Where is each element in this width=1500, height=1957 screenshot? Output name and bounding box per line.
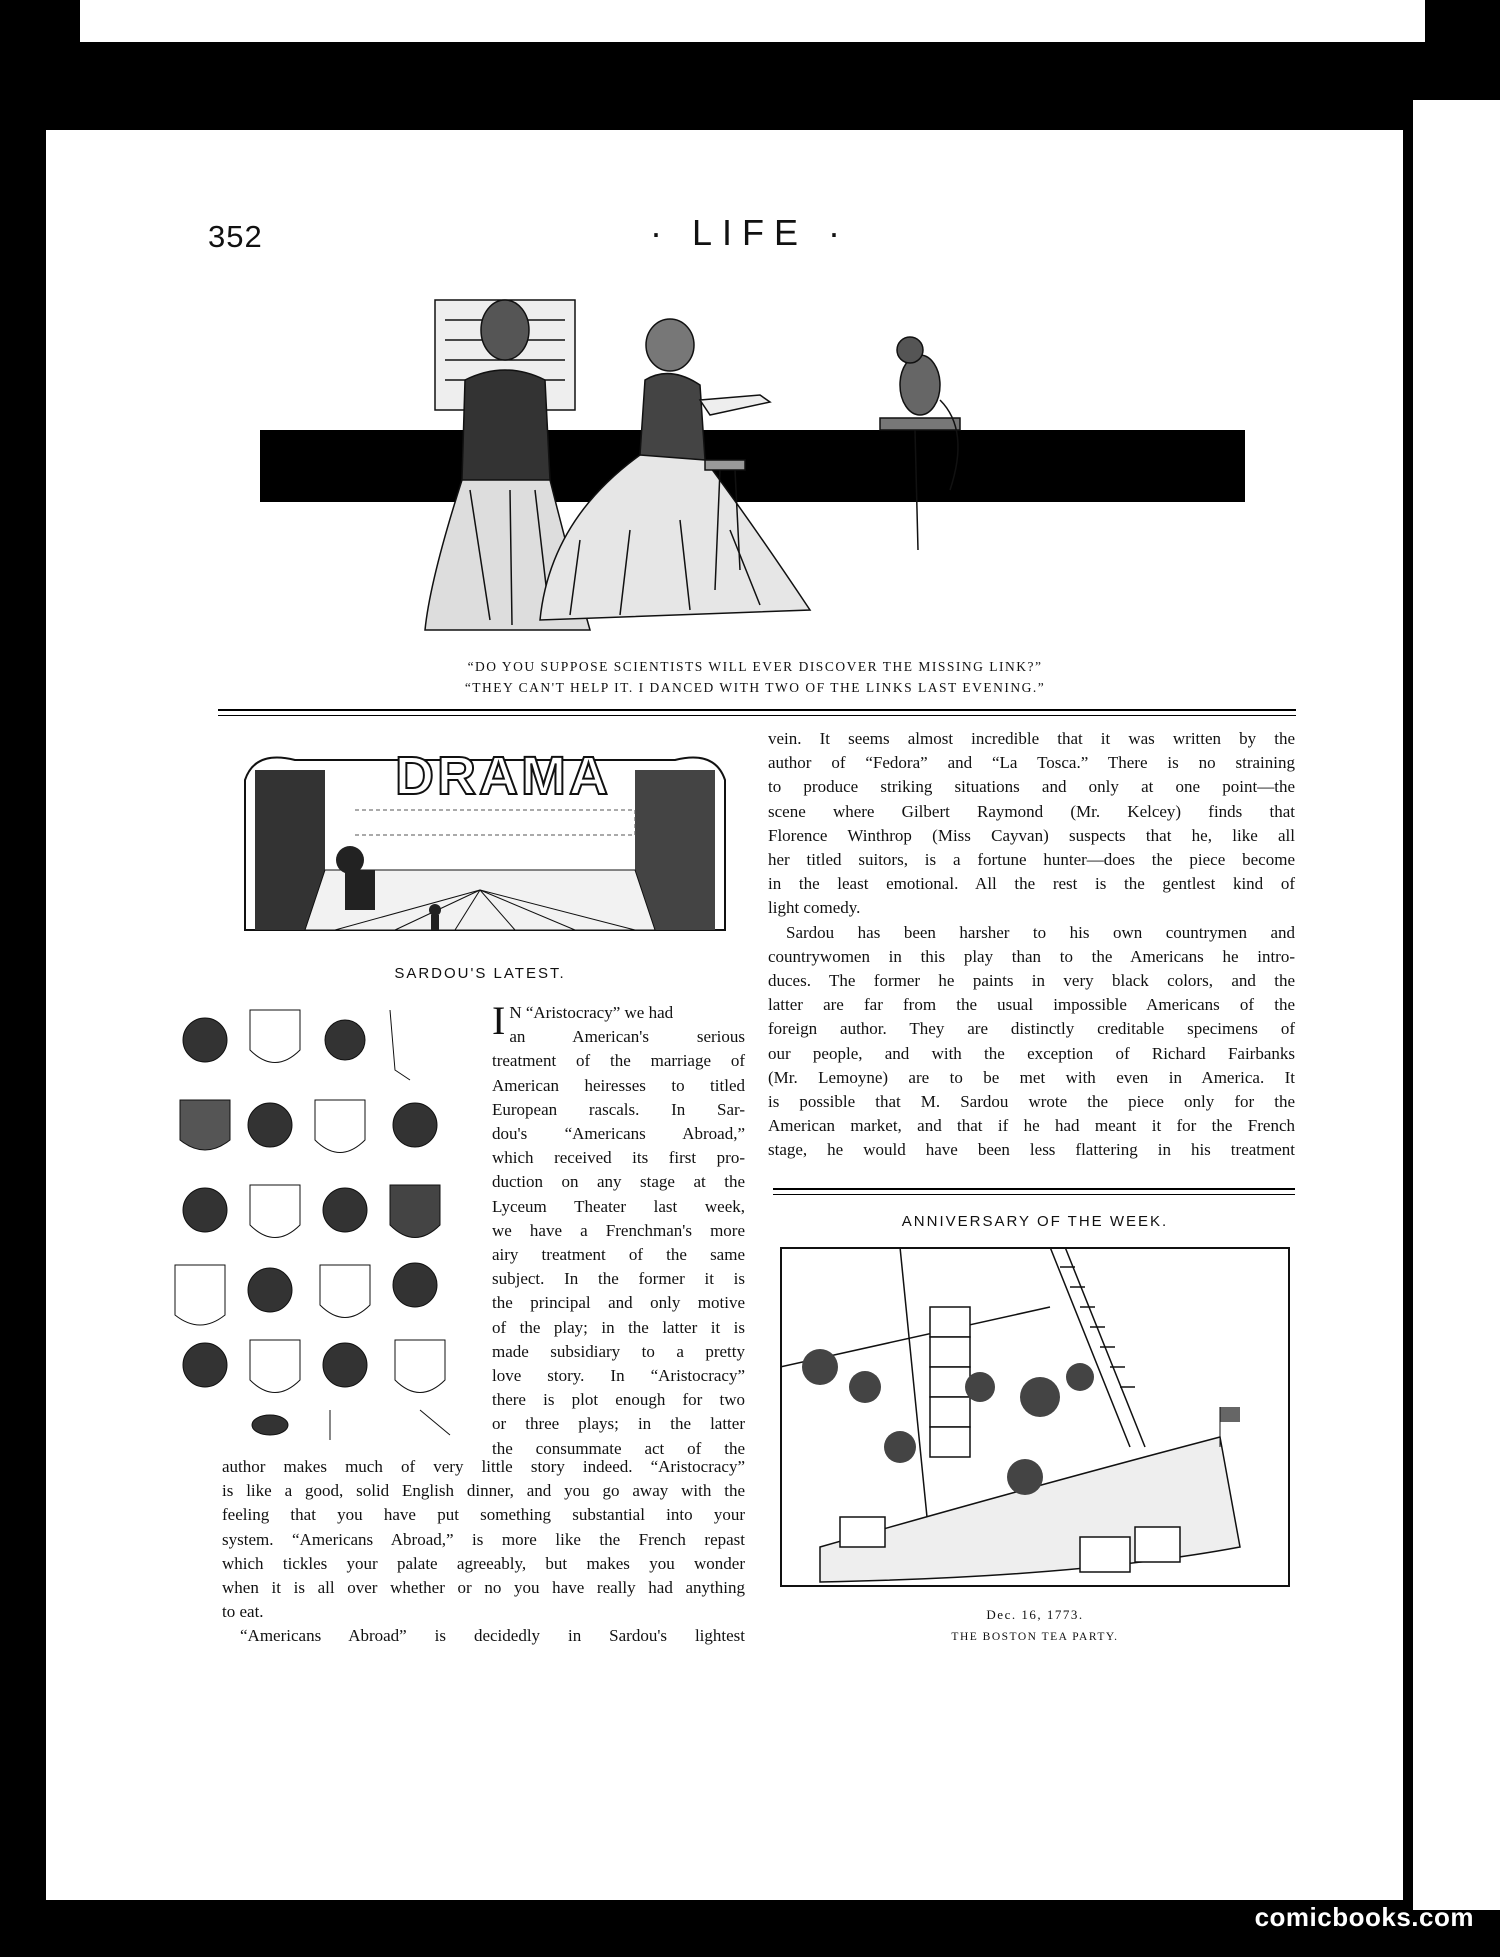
text-line: there is plot enough for two xyxy=(492,1390,745,1410)
sardou-subhead: SARDOU'S LATEST. xyxy=(394,965,566,982)
text-line: in the least emotional. All the rest is the gentlest kind of xyxy=(768,874,1295,894)
tea-party-title: THE BOSTON TEA PARTY. xyxy=(951,1631,1119,1643)
text-line: (Mr. Lemoyne) are to be met with even in America. It xyxy=(768,1067,1295,1087)
cartoon-illustration xyxy=(250,290,1250,640)
text-line: N “Aristocracy” we had xyxy=(509,1003,674,1022)
boston-tea-party-illustration xyxy=(780,1247,1290,1587)
text-line: American heiresses to titled xyxy=(492,1075,745,1095)
drama-banner-text: DRAMA xyxy=(395,746,611,806)
text-line: love story. In “Aristocracy” xyxy=(492,1366,745,1386)
drama-column1-wrapped xyxy=(492,998,745,1461)
text-line: vein. It seems almost incredible that it was written by the xyxy=(768,729,1295,748)
text-line: scene where Gilbert Raymond (Mr. Kelcey) finds that xyxy=(768,801,1295,821)
text-line: system. “Americans Abroad,” is more like the French repast xyxy=(222,1529,745,1549)
anniversary-divider-thin xyxy=(773,1194,1295,1195)
text-line: our people, and with the exception of Richard Fairbanks xyxy=(768,1043,1295,1063)
text-line: to produce striking situations and only at one point—the xyxy=(768,777,1295,797)
text-line: dou's “Americans Abroad,” xyxy=(492,1124,745,1144)
text-line: stage, he would have been less flattering in his treatment xyxy=(768,1140,1295,1160)
crests-and-heads-illustration xyxy=(170,1000,470,1440)
text-line: Sardou has been harsher to his own countrymen and xyxy=(786,922,1295,942)
text-line: the principal and only motive xyxy=(492,1293,745,1313)
top-page-edge xyxy=(80,0,1425,42)
text-line: American market, and that if he had meant it for the French xyxy=(768,1116,1295,1136)
text-line: foreign author. They are distinctly creditable specimens of xyxy=(768,1019,1295,1039)
text-line: is like a good, solid English dinner, and you go away with the xyxy=(222,1481,745,1501)
text-line: Lyceum Theater last week, xyxy=(492,1196,745,1216)
text-line: latter are far from the usual impossible Americans of the xyxy=(768,995,1295,1015)
text-line: countrywomen in this play than to the Americans he intro- xyxy=(768,946,1295,966)
watermark-text: comicbooks.com xyxy=(1254,1902,1474,1932)
drop-cap: I xyxy=(492,998,506,1043)
anniversary-divider xyxy=(773,1188,1295,1190)
text-line: the consummate act of the xyxy=(492,1438,745,1458)
text-line: her titled suitors, is a fortune hunter—does the piece become xyxy=(768,850,1295,870)
text-line: which tickles your palate agreeably, but makes you wonder xyxy=(222,1553,745,1573)
anniversary-heading: ANNIVERSARY OF THE WEEK. xyxy=(901,1213,1169,1230)
text-line: treatment of the marriage of xyxy=(492,1051,745,1071)
text-line: or three plays; in the latter xyxy=(492,1414,745,1434)
text-line: author makes much of very little story indeed. “Aristocracy” xyxy=(222,1457,745,1476)
text-line: of the play; in the latter it is xyxy=(492,1317,745,1337)
text-line: which received its first pro- xyxy=(492,1148,745,1168)
text-line: when it is all over whether or no you have really had anything xyxy=(222,1578,745,1598)
masthead-title: · LIFE · xyxy=(649,212,850,253)
text-line: “Americans Abroad” is decidedly in Sardou's lightest xyxy=(240,1626,745,1646)
text-line: to eat. xyxy=(222,1602,264,1622)
text-line: Florence Winthrop (Miss Cayvan) suspects that he, like all xyxy=(768,825,1295,845)
text-line: we have a Frenchman's more xyxy=(492,1220,745,1240)
text-line: made subsidiary to a pretty xyxy=(492,1341,745,1361)
text-line: light comedy. xyxy=(768,898,861,918)
drama-column2 xyxy=(768,727,1295,1163)
drama-column1-full xyxy=(222,1455,745,1649)
text-line: an American's serious xyxy=(509,1027,745,1047)
text-line: duction on any stage at the xyxy=(492,1172,745,1192)
section-divider-thin xyxy=(218,715,1296,716)
text-line: author of “Fedora” and “La Tosca.” There is no straining xyxy=(768,753,1295,773)
text-line: subject. In the former it is xyxy=(492,1269,745,1289)
text-line: European rascals. In Sar- xyxy=(492,1099,745,1119)
facing-page-edge xyxy=(1410,100,1500,1910)
tea-party-date: Dec. 16, 1773. xyxy=(986,1607,1084,1622)
section-divider-top xyxy=(218,709,1296,711)
page-number: 352 xyxy=(208,219,263,254)
text-line: airy treatment of the same xyxy=(492,1245,745,1265)
text-line: feeling that you have put something substantial into your xyxy=(222,1505,745,1525)
cartoon-caption-line-1: “DO YOU SUPPOSE SCIENTISTS WILL EVER DISCOVER THE MISSING LINK?” xyxy=(467,659,1043,674)
text-line: duces. The former he paints in very black colors, and the xyxy=(768,971,1295,991)
cartoon-caption-line-2: “THEY CAN'T HELP IT. I DANCED WITH TWO OF THE LINKS LAST EVENING.” xyxy=(464,680,1046,695)
text-line: is possible that M. Sardou wrote the piece only for the xyxy=(768,1092,1295,1112)
